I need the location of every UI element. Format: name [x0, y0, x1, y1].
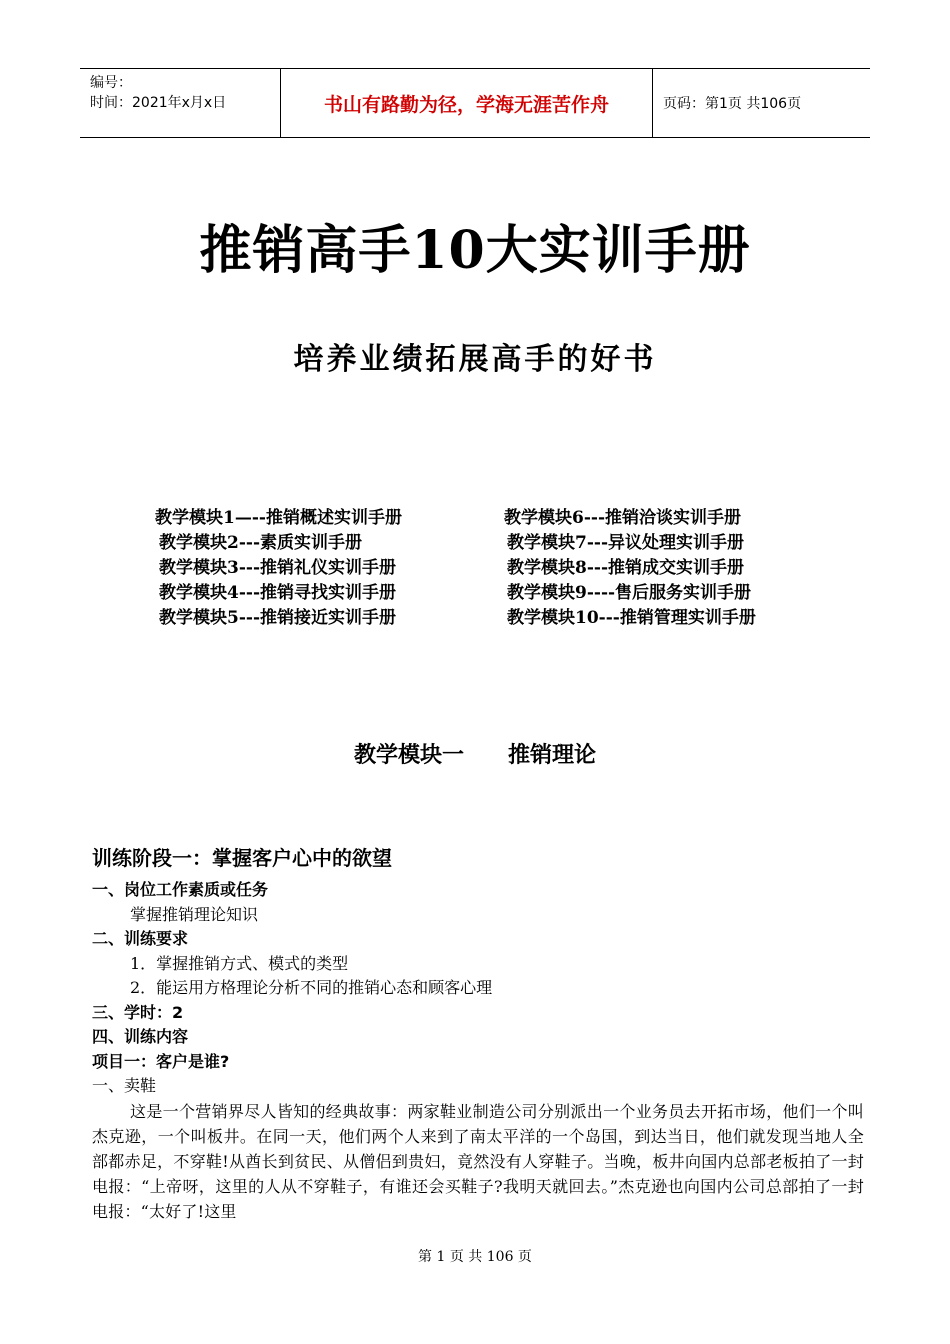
heading-requirements: 二、训练要求: [92, 929, 189, 948]
module-list-right: [504, 506, 756, 631]
document-title: 推销高手10大实训手册: [199, 220, 751, 281]
stage-heading: 训练阶段一：掌握客户心中的欲望: [92, 846, 392, 870]
heading-hours: 三、学时：2: [92, 1002, 184, 1022]
section-title-right: 推销理论: [508, 742, 597, 768]
module-item: 教学模块3---推销礼仪实训手册: [159, 558, 396, 578]
module-item: 教学模块7---异议处理实训手册: [507, 533, 744, 553]
module-list-left: [155, 506, 402, 631]
section-title-left: 教学模块一: [353, 742, 464, 768]
heading-content: 四、训练内容: [92, 1027, 189, 1046]
module-item: 教学模块4---推销寻找实训手册: [159, 583, 396, 603]
date-line: 时间：2021年x月x日: [90, 95, 227, 111]
heading-duties: 一、岗位工作素质或任务: [92, 880, 269, 899]
module-item: 教学模块2---素质实训手册: [159, 533, 362, 553]
document-subtitle: 培养业绩拓展高手的好书: [293, 342, 657, 377]
header-page-info: 页码：第1页 共106页: [663, 96, 802, 112]
subsection-heading: 一、卖鞋: [92, 1076, 157, 1095]
module-item: 教学模块9----售后服务实训手册: [507, 583, 752, 603]
module-item: 教学模块1—--推销概述实训手册: [155, 508, 402, 528]
page-footer: 第 1 页 共 106 页: [418, 1249, 532, 1265]
module-item: 教学模块6---推销洽谈实训手册: [504, 508, 741, 528]
duties-text: 掌握推销理论知识: [130, 904, 259, 924]
number-label: 编号：: [90, 75, 132, 91]
module-item: 教学模块10---推销管理实训手册: [507, 608, 756, 628]
section-title: [0, 738, 950, 769]
module-item: 教学模块5---推销接近实训手册: [159, 608, 396, 628]
header-meta: [80, 69, 281, 137]
header-motto: 书山有路勤为径，学海无涯苦作舟: [281, 69, 653, 137]
project-heading: 项目一：客户是谁?: [92, 1051, 230, 1071]
header-table: [80, 68, 870, 138]
content-body: [92, 878, 864, 1224]
requirement-item: 1．掌握推销方式、模式的类型: [130, 953, 349, 973]
module-item: 教学模块8---推销成交实训手册: [507, 558, 744, 578]
requirement-item: 2．能运用方格理论分析不同的推销心态和顾客心理: [130, 978, 493, 997]
story-paragraph: 这是一个营销界尽人皆知的经典故事：两家鞋业制造公司分别派出一个业务员去开拓市场，他们一个叫杰克逊，一个叫板井。在同一天，他们两个人来到了南太平洋的一个岛国，到达当日，他们就发现当地人全部都赤足，不穿鞋!从酋长到贫民、从僧侣到贵妇，竟然没有人穿鞋子。当晚，板井向国内总部老板拍了一封电报：“上帝呀，这里的人从不穿鞋子，有谁还会买鞋子?我明天就回去。”杰克逊也向国内公司总部拍了一封电报：“太好了!这里: [92, 1101, 864, 1221]
